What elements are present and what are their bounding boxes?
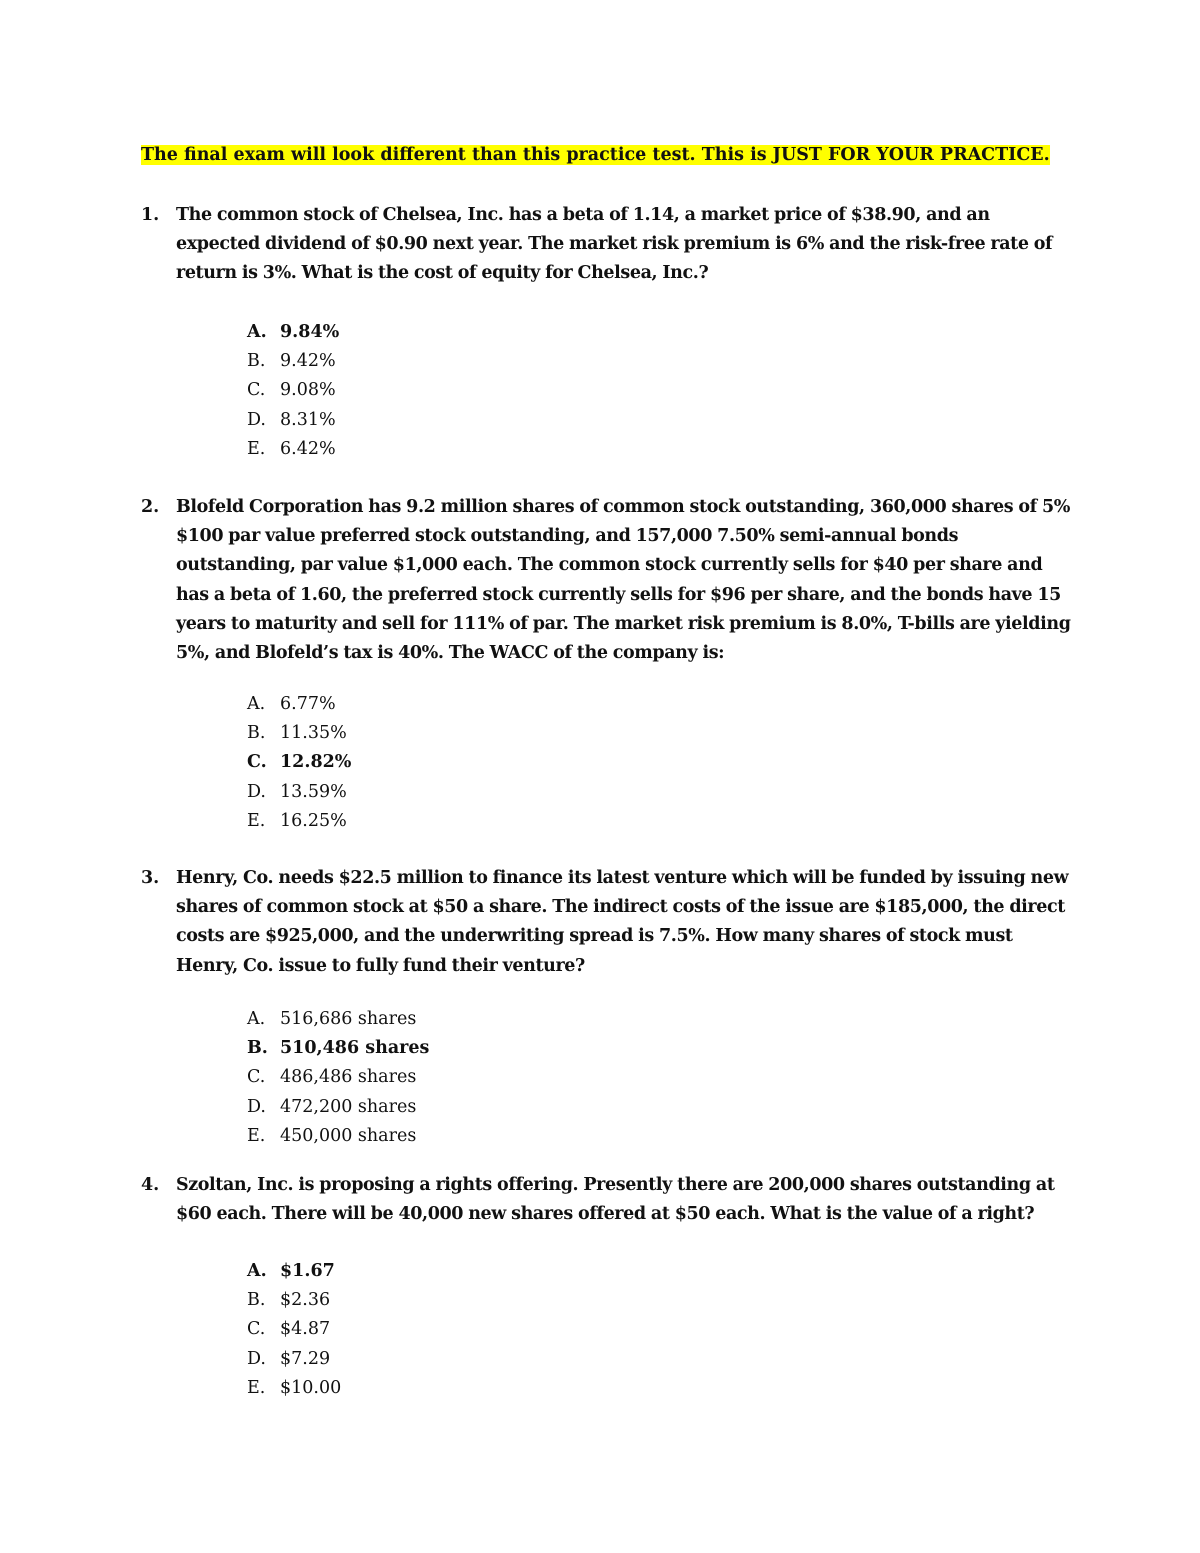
option-b [247, 719, 351, 748]
option-text: 6.42% [280, 438, 336, 459]
option-letter: D. [247, 781, 266, 802]
option-text: 450,000 shares [280, 1125, 417, 1146]
question-2 [141, 493, 1071, 831]
option-text: $1.67 [280, 1261, 335, 1281]
option-text: $2.36 [280, 1290, 331, 1311]
question-number: 1. [141, 205, 160, 225]
option-text: 8.31% [280, 409, 336, 430]
notice-emphasis: JUST FOR YOUR PRACTICE. [772, 145, 1050, 165]
option-letter: B. [247, 351, 266, 372]
option-letter: A. [247, 1261, 267, 1281]
notice-text: The final exam will look different than this practice test. This is [141, 145, 773, 165]
option-c [247, 376, 339, 405]
option-letter: A. [247, 694, 266, 714]
option-letter: E. [247, 1377, 266, 1398]
option-letter: E. [247, 438, 266, 459]
option-text: $4.87 [280, 1319, 331, 1340]
option-text: 13.59% [280, 781, 347, 802]
option-letter: A. [247, 322, 267, 342]
option-a [247, 318, 339, 347]
practice-notice [141, 143, 1050, 167]
option-letter: C. [247, 1067, 266, 1088]
option-a [247, 1257, 341, 1286]
question-text: Szoltan, Inc. is proposing a rights offering. Presently there are 200,000 shares outstanding at $60 each. There will be 40,000 new shares offered at $50 each. What is the value of a right? [176, 1175, 1055, 1225]
option-letter: B. [247, 1038, 268, 1059]
option-c [247, 748, 351, 777]
option-b [247, 1286, 341, 1315]
option-e [247, 435, 339, 464]
option-text: 510,486 shares [280, 1038, 430, 1059]
option-d [247, 778, 351, 807]
option-a [247, 690, 351, 719]
option-b [247, 1034, 429, 1063]
answer-options [247, 1257, 341, 1403]
option-text: 472,200 shares [280, 1096, 417, 1117]
option-letter: B. [247, 1290, 266, 1311]
option-letter: D. [247, 1348, 266, 1369]
option-text: 9.84% [280, 322, 340, 342]
option-text: 12.82% [280, 752, 352, 773]
option-d [247, 1345, 341, 1374]
option-c [247, 1063, 429, 1092]
option-e [247, 807, 351, 836]
option-text: 9.08% [280, 380, 336, 401]
option-text: 11.35% [280, 723, 347, 744]
question-number: 2. [141, 497, 160, 517]
answer-options [247, 1005, 429, 1151]
answer-options [247, 318, 339, 464]
question-1 [141, 201, 1071, 459]
option-text: $10.00 [280, 1377, 342, 1398]
option-b [247, 347, 339, 376]
question-4 [141, 1171, 1071, 1398]
option-letter: E. [247, 810, 266, 831]
option-text: $7.29 [280, 1348, 331, 1369]
option-letter: C. [247, 380, 266, 401]
option-e [247, 1122, 429, 1151]
option-text: 6.77% [280, 694, 336, 714]
option-letter: A. [247, 1009, 266, 1029]
option-d [247, 1093, 429, 1122]
answer-options [247, 690, 351, 836]
question-number: 4. [141, 1175, 160, 1195]
option-letter: D. [247, 409, 266, 430]
option-letter: C. [247, 1319, 266, 1340]
option-a [247, 1005, 429, 1034]
option-letter: B. [247, 723, 266, 744]
question-text: Henry, Co. needs $22.5 million to finance its latest venture which will be funded by issuing new shares of common stock at $50 a share. The indirect costs of the issue are $185,000, the direct costs are $925,000, and the underwriting spread is 7.5%. How many shares of stock must Henry, Co. issue to fully fund their venture? [176, 868, 1069, 976]
question-3 [141, 864, 1071, 1146]
option-letter: E. [247, 1125, 266, 1146]
option-letter: D. [247, 1096, 266, 1117]
option-text: 9.42% [280, 351, 336, 372]
option-e [247, 1374, 341, 1403]
question-text: Blofeld Corporation has 9.2 million shares of common stock outstanding, 360,000 shares of 5% $100 par value preferred stock outstanding, and 157,000 7.50% semi-annual bonds outstanding, par value $1,000 each. The common stock currently sells for $40 per share and has a beta of 1.60, the preferred stock currently sells for $96 per share, and the bonds have 15 years to maturity and sell for 111% of par. The market risk premium is 8.0%, T-bills are yielding 5%, and Blofeld’s tax is 40%. The WACC of the company is: [176, 497, 1071, 664]
option-letter: C. [247, 752, 267, 773]
option-text: 486,486 shares [280, 1067, 417, 1088]
option-text: 16.25% [280, 810, 347, 831]
option-text: 516,686 shares [280, 1009, 417, 1029]
question-number: 3. [141, 868, 160, 888]
option-c [247, 1315, 341, 1344]
option-d [247, 406, 339, 435]
question-text: The common stock of Chelsea, Inc. has a beta of 1.14, a market price of $38.90, and an expected dividend of $0.90 next year. The market risk premium is 6% and the risk-free rate of return is 3%. What is the cost of equity for Chelsea, Inc.? [176, 205, 1053, 284]
